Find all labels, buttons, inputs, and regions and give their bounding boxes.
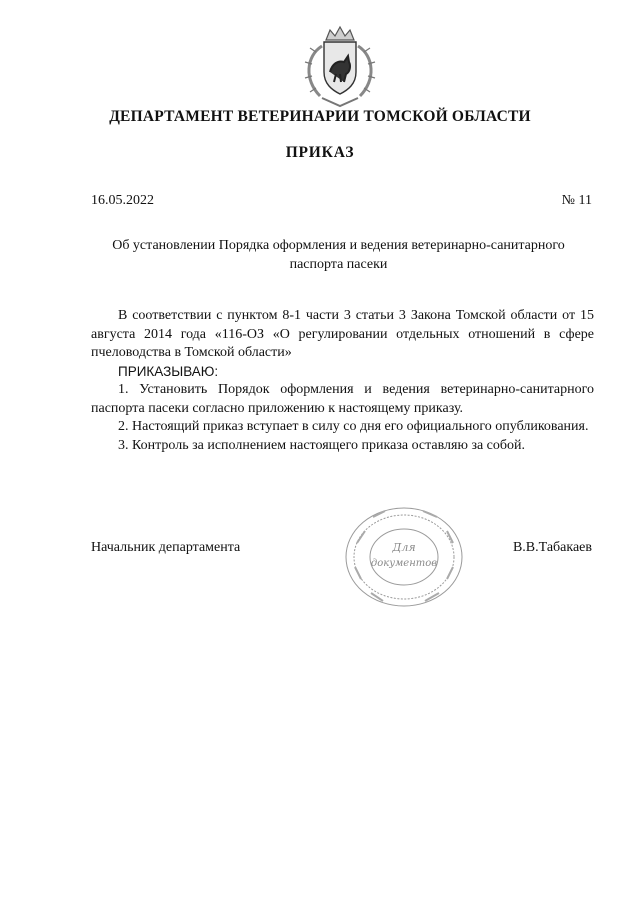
signer-name: В.В.Табакаев — [512, 540, 592, 555]
document-number: № 11 — [561, 193, 592, 208]
organization-title: ДЕПАРТАМЕНТ ВЕТЕРИНАРИИ ТОМСКОЙ ОБЛАСТИ — [109, 108, 531, 125]
preamble-paragraph: В соответствии с пунктом 8-1 части 3 статьи 3 Закона Томской области от 15 августа 2014 года «116-ОЗ «О регулировании отдельных отношений в сфере пчеловодства в Томской области» — [91, 308, 594, 360]
order-item-3: 3. Контроль за исполнением настоящего приказа оставляю за собой. — [118, 437, 526, 453]
signer-position: Начальник департамента — [91, 540, 241, 555]
document-body — [91, 307, 594, 455]
order-item-1: 1. Установить Порядок оформления и ведения ветеринарно-санитарного паспорта пасеки согласно приложению к настоящему приказу. — [91, 382, 594, 416]
tomsk-region-coat-of-arms-icon — [294, 22, 386, 110]
order-word: ПРИКАЗЫВАЮ: — [118, 363, 219, 379]
document-date: 16.05.2022 — [91, 193, 154, 208]
stamp-text-line-1: Для — [392, 541, 416, 554]
document-type-title: ПРИКАЗ — [285, 144, 355, 161]
document-subject: Об установлении Порядка оформления и ведения ветеринарно-санитарного паспорта пасеки — [112, 238, 565, 272]
round-seal-stamp-icon — [343, 505, 465, 609]
stamp-text-line-2: документов — [370, 558, 438, 569]
order-item-2: 2. Настоящий приказ вступает в силу со дня его официального опубликования. — [118, 419, 589, 434]
